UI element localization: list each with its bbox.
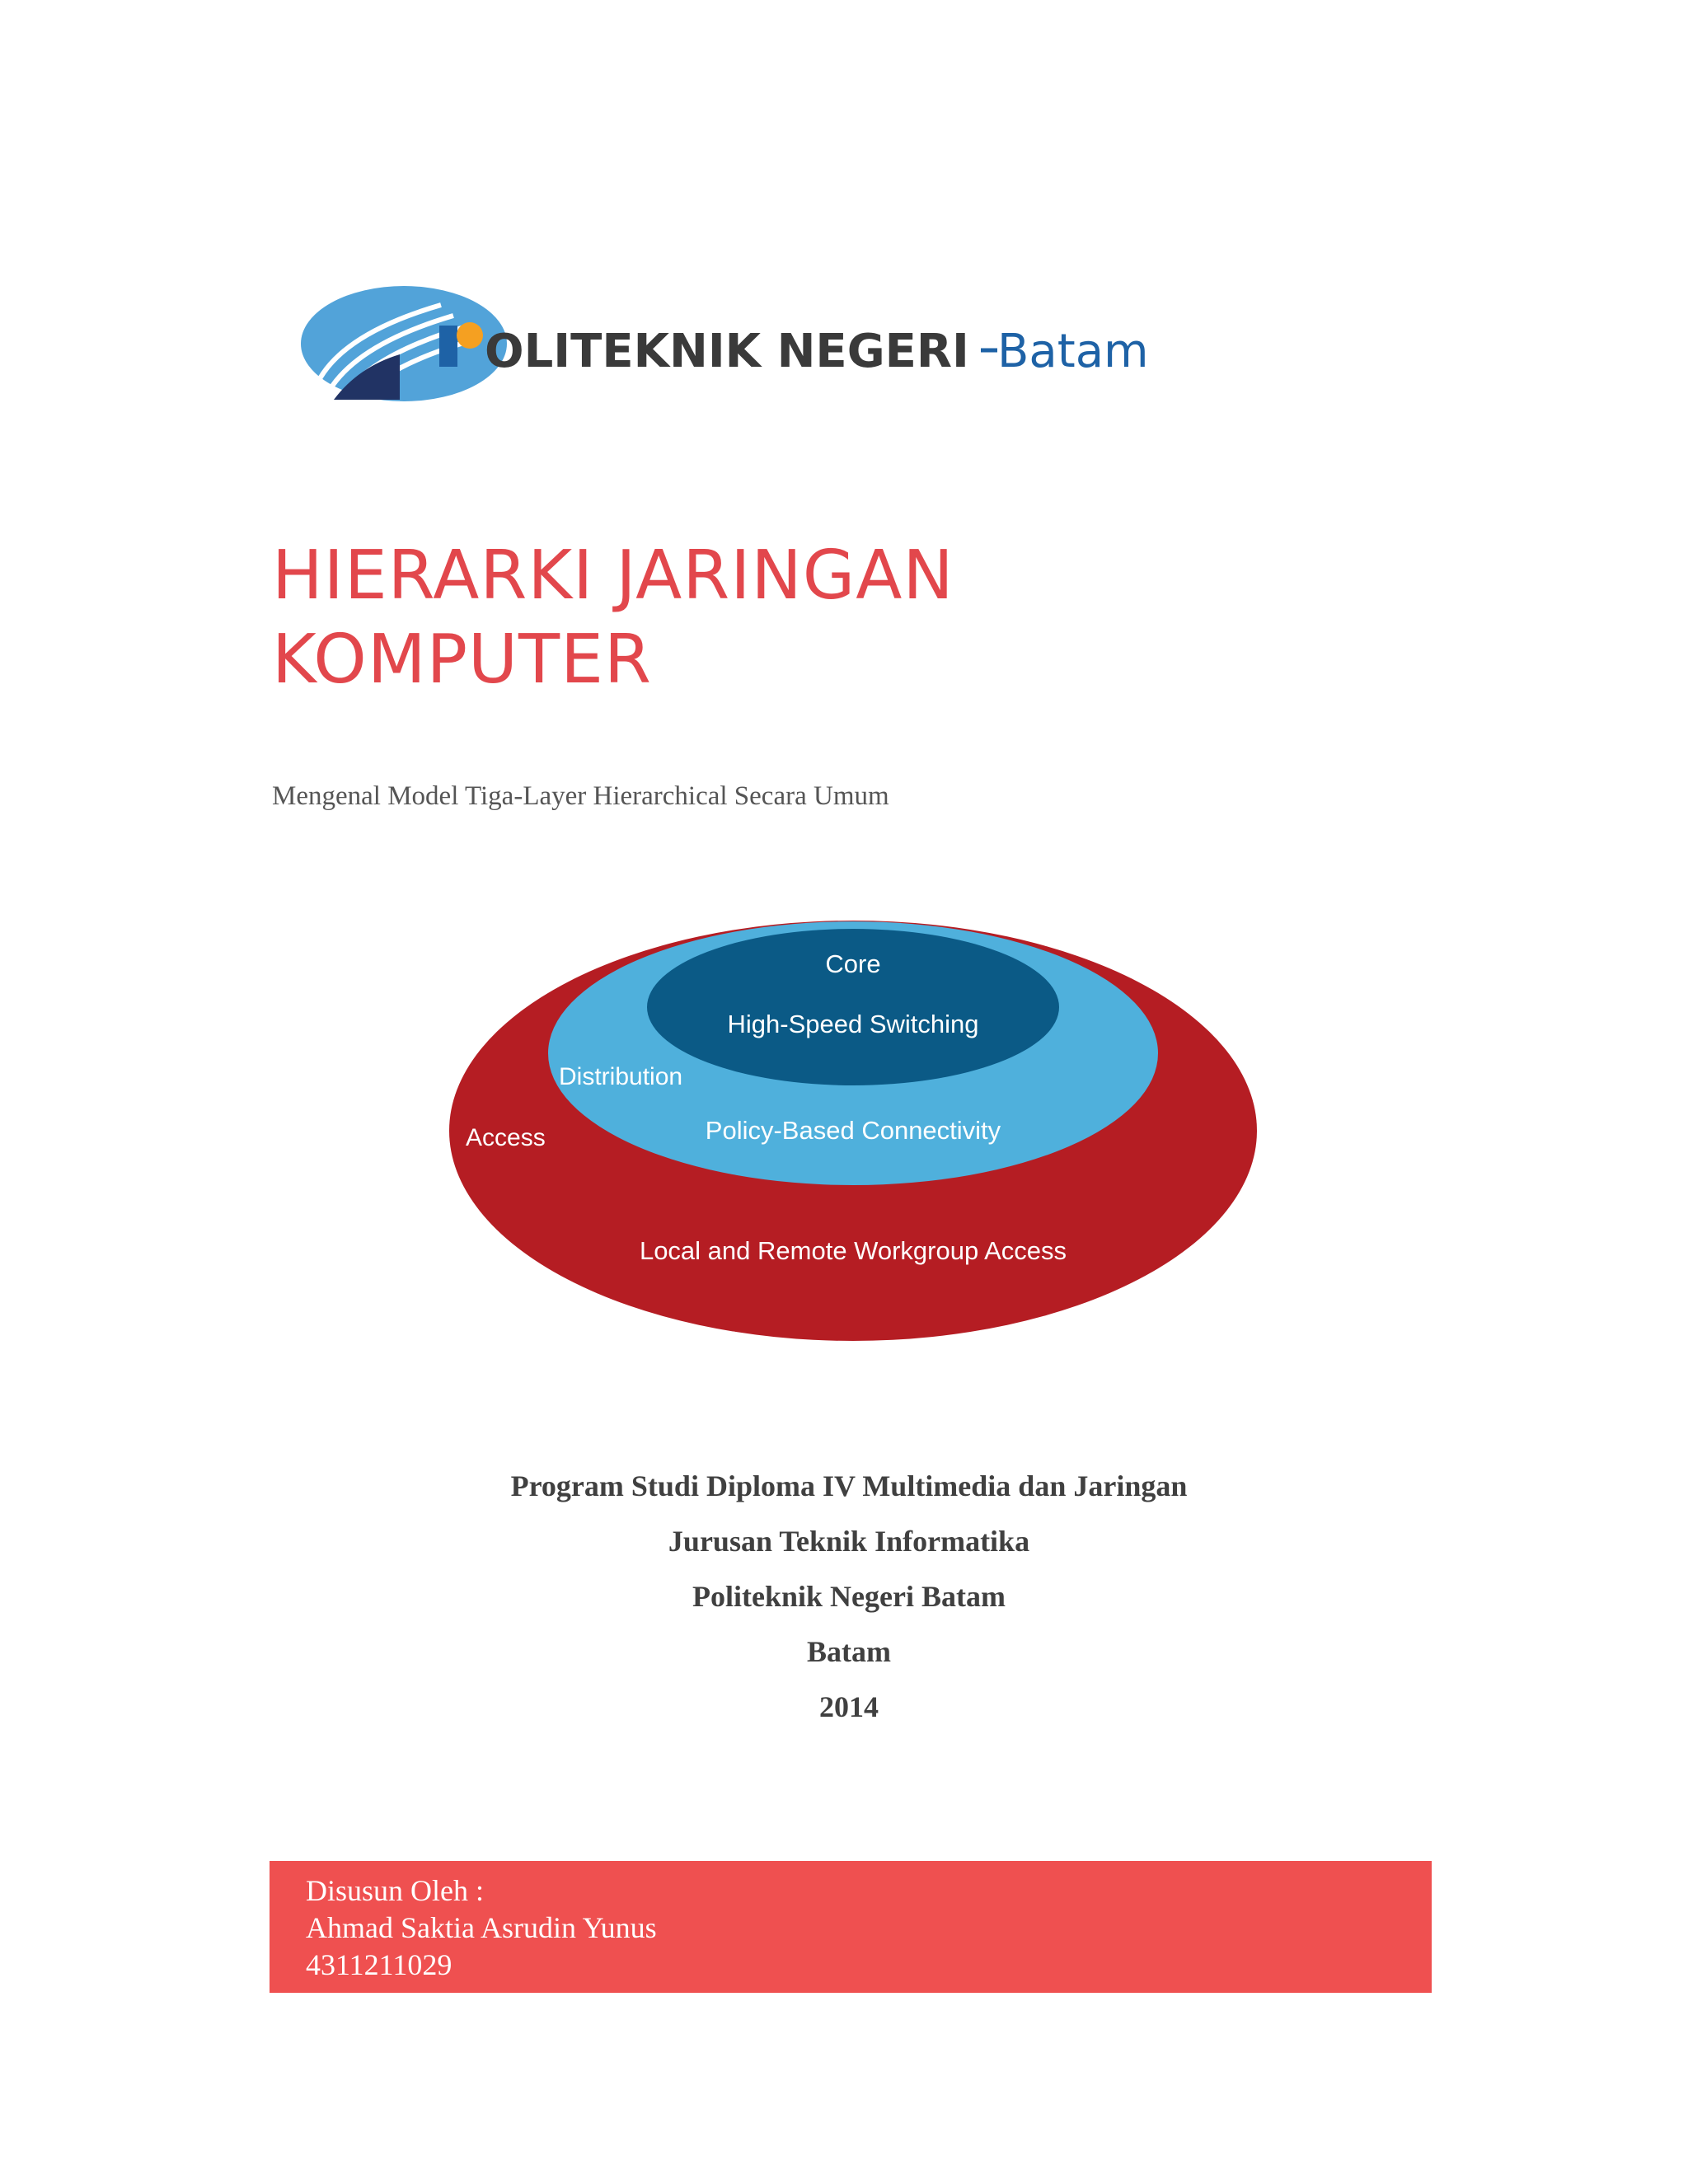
distribution-layer-description: Policy-Based Connectivity bbox=[705, 1116, 1001, 1145]
core-layer-description: High-Speed Switching bbox=[727, 1010, 979, 1038]
department: Jurusan Teknik Informatika bbox=[668, 1525, 1030, 1558]
author-box bbox=[270, 1861, 1432, 1993]
document-title-line-1: HIERARKI JARINGAN bbox=[272, 537, 954, 615]
study-program: Program Studi Diploma IV Multimedia dan Jaringan bbox=[510, 1469, 1188, 1502]
school-name: Politeknik Negeri Batam bbox=[692, 1580, 1006, 1613]
logo-text-batam: Batam bbox=[997, 325, 1149, 378]
access-layer-name: Access bbox=[466, 1124, 546, 1151]
document-title-line-2: KOMPUTER bbox=[272, 621, 652, 699]
year: 2014 bbox=[819, 1690, 879, 1723]
hierarchy-diagram bbox=[445, 915, 1269, 1343]
institution-info bbox=[0, 1459, 1688, 1735]
author-name: Ahmad Saktia Asrudin Yunus bbox=[306, 1911, 657, 1944]
logo-text: OLITEKNIK NEGERI bbox=[485, 325, 969, 378]
author-id: 4311211029 bbox=[306, 1948, 452, 1981]
access-layer-description: Local and Remote Workgroup Access bbox=[639, 1236, 1067, 1265]
document-subtitle: Mengenal Model Tiga-Layer Hierarchical Secara Umum bbox=[272, 781, 889, 811]
institution-logo bbox=[301, 284, 1166, 408]
core-layer-name: Core bbox=[825, 949, 881, 978]
document-title bbox=[272, 534, 954, 702]
city: Batam bbox=[807, 1635, 891, 1668]
politeknik-emblem-icon bbox=[301, 286, 507, 401]
author-heading: Disusun Oleh : bbox=[306, 1874, 484, 1907]
distribution-layer-name: Distribution bbox=[559, 1063, 683, 1090]
